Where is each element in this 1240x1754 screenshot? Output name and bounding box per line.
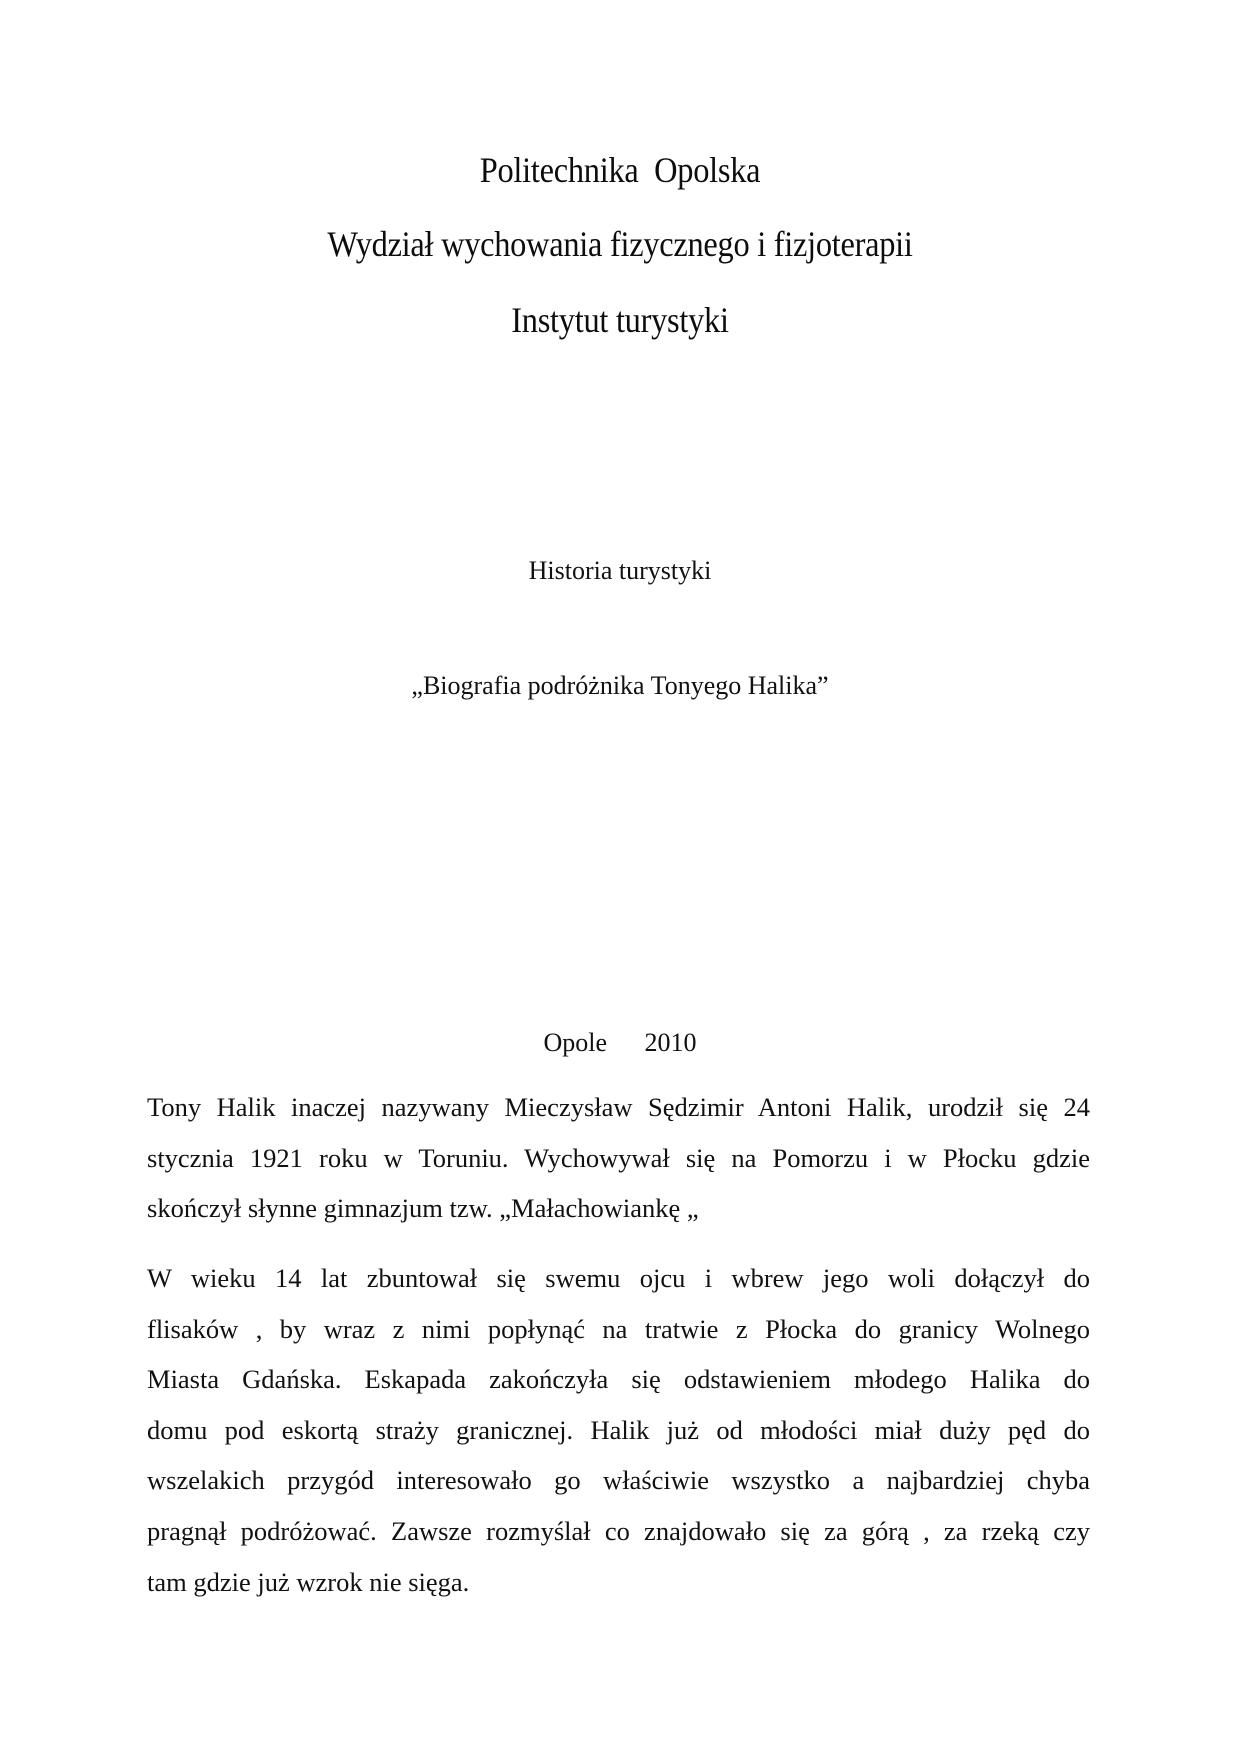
text-line: wszelakich przygód interesowało go właściwie wszystko a najbardziej chyba	[147, 1465, 1090, 1496]
institute-name: Instytut turystyki	[511, 300, 729, 340]
text-line: flisaków , by wraz z nimi popłynąć na tratwie z Płocka do granicy Wolnego	[147, 1313, 1090, 1344]
text-line: domu pod eskortą straży granicznej. Halik już od młodości miał duży pęd do	[147, 1414, 1090, 1445]
place-and-year: Opole 2010	[543, 1028, 697, 1057]
text-line: tam gdzie już wzrok nie sięga.	[147, 1566, 470, 1597]
course-subject: Historia turystyki	[528, 556, 712, 585]
essay-topic: „Biografia podróżnika Tonyego Halika”	[411, 671, 829, 700]
text-line: skończył słynne gimnazjum tzw. „Małachowiankę „	[147, 1193, 699, 1224]
university-name: Politechnika Opolska	[479, 150, 761, 190]
body-paragraph-1	[147, 1082, 1090, 1234]
text-line: stycznia 1921 roku w Toruniu. Wychowywał się na Pomorzu i w Płocku gdzie	[147, 1142, 1090, 1173]
text-line: pragnął podróżować. Zawsze rozmyślał co znajdowało się za górą , za rzeką czy	[147, 1515, 1090, 1546]
text-line: Tony Halik inaczej nazywany Mieczysław Sędzimir Antoni Halik, urodził się 24	[147, 1092, 1090, 1122]
text-line: W wieku 14 lat zbuntował się swemu ojcu i wbrew jego woli dołączył do	[147, 1263, 1090, 1293]
text-line: Miasta Gdańska. Eskapada zakończyła się odstawieniem młodego Halika do	[147, 1364, 1090, 1395]
body-paragraph-2	[147, 1253, 1090, 1607]
faculty-name: Wydział wychowania fizycznego i fizjoterapii	[327, 224, 913, 264]
